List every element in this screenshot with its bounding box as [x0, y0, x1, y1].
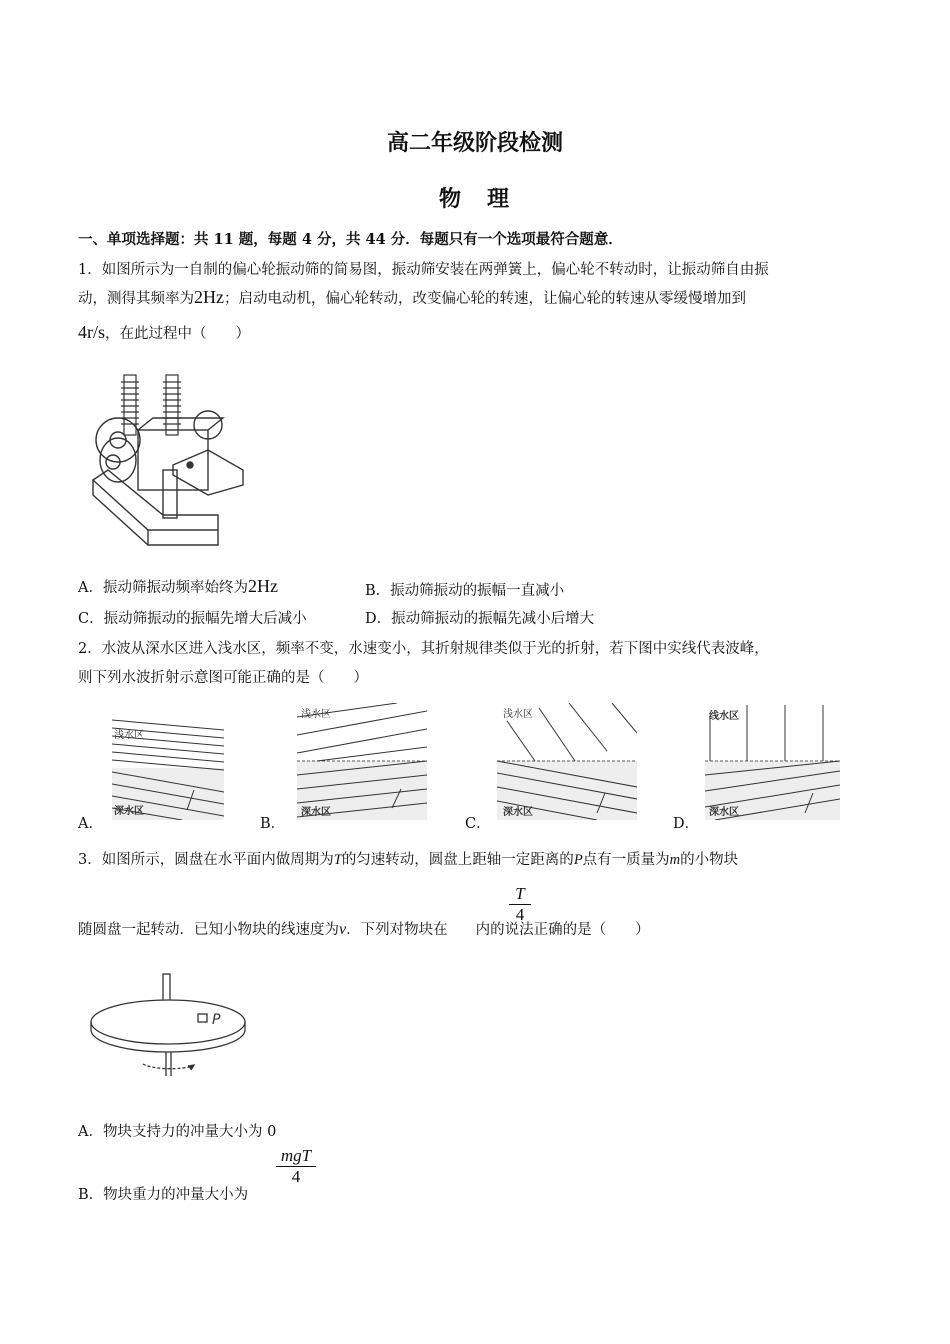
q1-line3: 4r/s，在此过程中（ ） [78, 322, 250, 342]
q2-diagram-a [112, 710, 224, 820]
q2-option-b[interactable]: B． [260, 816, 286, 832]
q3-line1: 3．如图所示，圆盘在水平面内做周期为T的匀速转动，圆盘上距轴一定距离的P点有一质量为m的小物块 [78, 852, 739, 868]
q3-fraction-t-over-4: T 4 [509, 884, 531, 925]
vibrating-sieve-figure [88, 370, 253, 555]
q1-line1: 1．如图所示为一自制的偏心轮振动筛的简易图，振动筛安装在两弹簧上，偏心轮不转动时，让振动筛自由振 [78, 262, 769, 278]
q2d-deep-label: 深水区 [709, 807, 739, 818]
q1-option-d[interactable]: D．振动筛振动的振幅先减小后增大 [365, 611, 595, 627]
q3-option-b-fraction: mgT 4 [276, 1146, 316, 1187]
q2c-deep-label: 深水区 [503, 807, 533, 818]
q3-line2: 随圆盘一起转动．已知小物块的线速度为v．下列对物块在 内的说法正确的是（ ） [78, 921, 650, 938]
q2d-shallow-label: 线水区 [709, 711, 739, 722]
q1-freq: 2Hz [194, 287, 224, 307]
q2b-deep-label: 深水区 [301, 807, 331, 818]
q2a-deep-label: 深水区 [114, 806, 144, 817]
q2c-shallow-label: 浅水区 [503, 709, 533, 720]
rotating-disk-figure [88, 970, 263, 1080]
q2-line2: 则下列水波折射示意图可能正确的是（ ） [78, 670, 368, 686]
subject-title: 物 理 [438, 186, 511, 212]
q2-option-a[interactable]: A． [78, 816, 103, 832]
q1-option-a[interactable]: A．振动筛振动频率始终为2Hz [78, 576, 278, 596]
q2-option-d[interactable]: D． [673, 816, 700, 832]
disk-point-label: P [212, 1012, 221, 1028]
q3-option-a[interactable]: A．物块支持力的冲量大小为 0 [78, 1124, 277, 1140]
q2a-shallow-label: 浅水区 [114, 730, 144, 741]
q2-option-c[interactable]: C． [465, 816, 491, 832]
q1-speed: 4r/s [78, 322, 105, 342]
section-heading: 一、单项选择题：共 11 题，每题 4 分，共 44 分．每题只有一个选项最符合题意． [78, 231, 623, 248]
q1-line2: 动，测得其频率为2Hz；启动电动机，偏心轮转动，改变偏心轮的转速，让偏心轮的转速从零缓慢增加到 [78, 287, 746, 307]
q1-option-c[interactable]: C．振动筛振动的振幅先增大后减小 [78, 611, 307, 627]
q2-diagram-c [497, 703, 637, 820]
q1-option-b[interactable]: B．振动筛振动的振幅一直减小 [365, 583, 565, 599]
q2-diagram-b [297, 703, 427, 820]
q2-diagram-d [705, 705, 840, 820]
q3-option-b[interactable]: B．物块重力的冲量大小为 [78, 1187, 249, 1203]
q2b-shallow-label: 浅水区 [301, 709, 331, 720]
q2-line1: 2．水波从深水区进入浅水区，频率不变，水速变小，其折射规律类似于光的折射，若下图中实线代表波峰， [78, 641, 769, 657]
exam-title: 高二年级阶段检测 [386, 130, 563, 156]
